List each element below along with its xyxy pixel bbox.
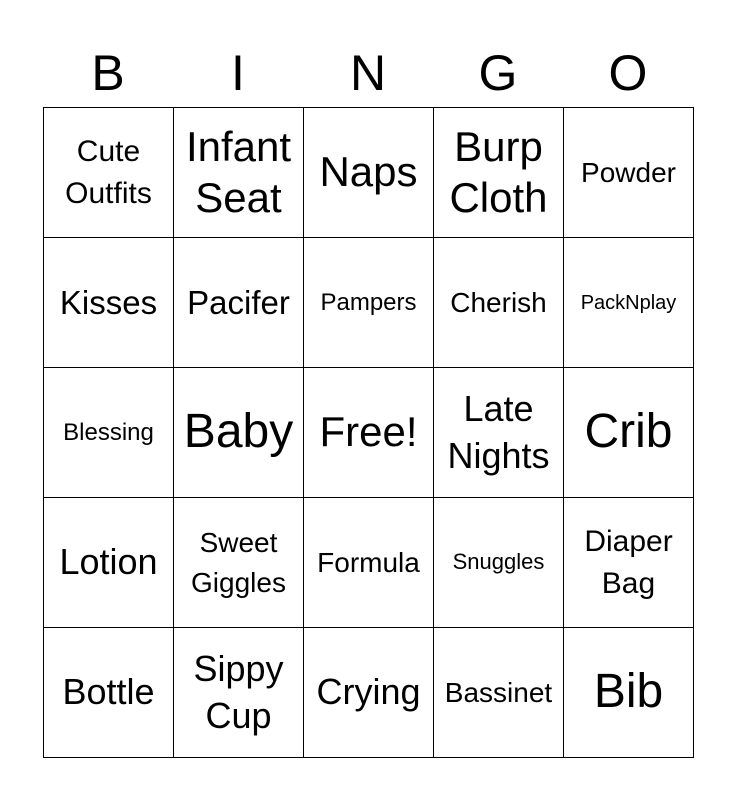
header-letter-o: O <box>608 45 648 101</box>
cell-label: Diaper Bag <box>584 524 673 600</box>
cell-label: Crying <box>316 671 421 713</box>
cell-label: Sweet Giggles <box>191 527 286 598</box>
header-letter-n: N <box>349 45 387 101</box>
cell-label: Baby <box>183 405 294 459</box>
bingo-cell[interactable] <box>564 368 694 498</box>
bingo-cell[interactable] <box>564 628 694 758</box>
cell-label: Bassinet <box>444 676 553 708</box>
cell-label: Pacifer <box>187 283 290 321</box>
cell-label: Formula <box>317 546 420 578</box>
bingo-cell[interactable] <box>304 238 434 368</box>
header-letter-b: B <box>91 45 125 101</box>
bingo-cell[interactable] <box>174 368 304 498</box>
bingo-cell[interactable] <box>44 108 174 238</box>
bingo-cell[interactable] <box>174 498 304 628</box>
bingo-cell[interactable] <box>564 498 694 628</box>
cell-label: Sippy Cup <box>193 647 284 736</box>
bingo-cell[interactable] <box>44 628 174 758</box>
bingo-cell[interactable] <box>44 368 174 498</box>
cell-label: Blessing <box>63 418 154 446</box>
bingo-cell[interactable] <box>304 108 434 238</box>
header-letter-g: G <box>478 45 518 101</box>
bingo-cell[interactable] <box>434 238 564 368</box>
cell-label: Pampers <box>320 288 417 316</box>
bingo-cell[interactable] <box>434 498 564 628</box>
cell-label: Crib <box>584 405 673 459</box>
cell-label: Free! <box>319 408 418 456</box>
bingo-cell[interactable] <box>564 238 694 368</box>
bingo-cell[interactable] <box>434 108 564 238</box>
bingo-header <box>43 40 693 106</box>
cell-label: Late Nights <box>447 387 550 476</box>
bingo-cell[interactable] <box>44 238 174 368</box>
cell-label: Powder <box>581 156 676 188</box>
cell-label: Snuggles <box>452 549 545 575</box>
cell-label: Bib <box>593 665 664 719</box>
cell-label: Kisses <box>59 283 158 321</box>
bingo-board <box>43 107 694 758</box>
cell-label: Cherish <box>450 286 547 318</box>
cell-label: Lotion <box>59 541 158 583</box>
bingo-cell[interactable] <box>304 498 434 628</box>
free-space[interactable] <box>304 368 434 498</box>
bingo-cell[interactable] <box>434 628 564 758</box>
cell-label: PackNplay <box>580 291 677 314</box>
cell-label: Bottle <box>62 671 155 713</box>
bingo-cell[interactable] <box>44 498 174 628</box>
header-letter-i: I <box>231 45 245 101</box>
cell-label: Infant Seat <box>185 123 292 221</box>
cell-label: Cute Outfits <box>65 134 152 210</box>
bingo-cell[interactable] <box>564 108 694 238</box>
bingo-cell[interactable] <box>304 628 434 758</box>
bingo-cell[interactable] <box>434 368 564 498</box>
cell-label: Burp Cloth <box>449 123 548 221</box>
bingo-cell[interactable] <box>174 628 304 758</box>
cell-label: Naps <box>319 148 418 196</box>
bingo-cell[interactable] <box>174 238 304 368</box>
bingo-cell[interactable] <box>174 108 304 238</box>
